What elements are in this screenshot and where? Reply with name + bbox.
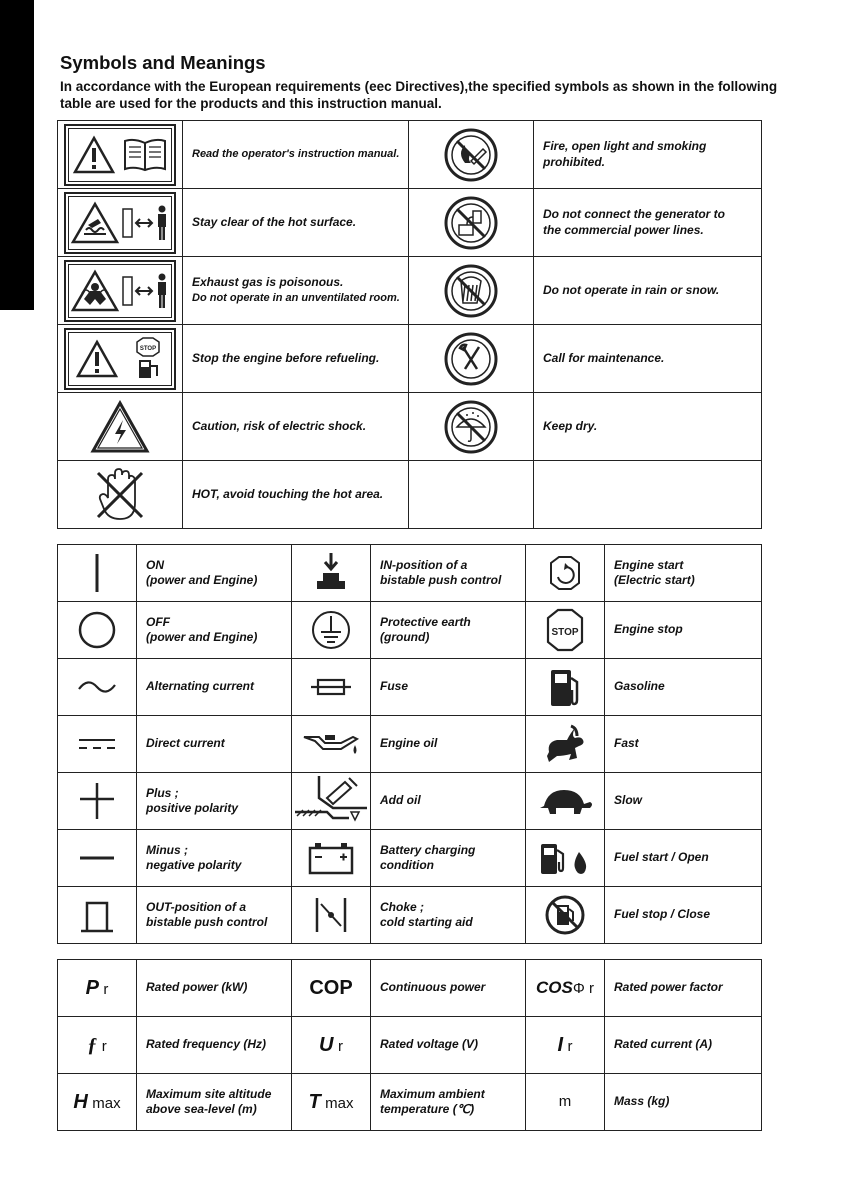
plus-icon: [77, 779, 117, 823]
engine-oil-icon: [301, 727, 361, 761]
rating-symbol: I r: [526, 1017, 605, 1074]
no-rain-icon: [443, 263, 499, 319]
table-row: [58, 887, 762, 944]
safety-label: Exhaust gas is poisonous. Do not operate in an unventilated room.: [183, 257, 409, 325]
rating-symbol: ƒ r: [58, 1017, 137, 1074]
rating-symbol: COP: [292, 960, 371, 1017]
hot-surface-warning-icon: [70, 201, 120, 245]
symbol-label: Engine stop: [605, 602, 762, 659]
table-row: [58, 1074, 762, 1131]
exhaust-gas-warning-icon: [70, 269, 120, 313]
rabbit-icon: [541, 722, 589, 766]
maintenance-icon: [443, 331, 499, 387]
symbol-label: Fuel stop / Close: [605, 887, 762, 944]
symbol-label: Alternating current: [137, 659, 292, 716]
table-row: [58, 393, 762, 461]
symbol-label: Add oil: [371, 773, 526, 830]
symbol-label: Engine start (Electric start): [605, 545, 762, 602]
table-row: [58, 830, 762, 887]
warning-triangle-icon: [75, 339, 119, 379]
table-row: [58, 773, 762, 830]
safety-symbols-table: [57, 120, 762, 529]
safety-label: Read the operator's instruction manual.: [183, 121, 409, 189]
rating-label: Maximum ambient temperature (℃): [371, 1074, 526, 1131]
rating-label: Rated power factor: [605, 960, 762, 1017]
fuel-close-icon: [543, 893, 587, 937]
rating-symbol: m: [526, 1074, 605, 1131]
operation-symbols-table: [57, 544, 762, 944]
symbol-label: Fuel start / Open: [605, 830, 762, 887]
rating-label: Maximum site altitude above sea-level (m): [137, 1074, 292, 1131]
intro-text: In accordance with the European requirements (eec Directives),the specified symbols as shown in the following table are used for the products and this instruction manual.: [60, 79, 778, 111]
rating-label: Mass (kg): [605, 1074, 762, 1131]
table-row: [58, 325, 762, 393]
fuse-icon: [308, 675, 354, 699]
table-row: [58, 960, 762, 1017]
empty-cell: [534, 461, 762, 529]
safety-label: Caution, risk of electric shock.: [183, 393, 409, 461]
safety-label: Do not connect the generator to the commercial power lines.: [534, 189, 762, 257]
table-row: [58, 602, 762, 659]
rating-label: Continuous power: [371, 960, 526, 1017]
table-row: [58, 659, 762, 716]
symbol-label: IN-position of a bistable push control: [371, 545, 526, 602]
engine-start-icon: [545, 551, 585, 595]
choke-icon: [311, 894, 351, 936]
battery-icon: [306, 840, 356, 876]
stop-label: STOP: [551, 627, 579, 638]
rating-symbol: T max: [292, 1074, 371, 1131]
fuel-open-icon: [537, 838, 593, 878]
no-fire-smoking-icon: [443, 127, 499, 183]
rating-symbol: P r: [58, 960, 137, 1017]
table-row: [58, 257, 762, 325]
safety-label: Stop the engine before refueling.: [183, 325, 409, 393]
rating-label: Rated frequency (Hz): [137, 1017, 292, 1074]
rating-label: Rated power (kW): [137, 960, 292, 1017]
table-row: [58, 716, 762, 773]
electric-shock-icon: [90, 400, 150, 454]
on-icon: [77, 551, 117, 595]
table-row: [58, 461, 762, 529]
table-row: [58, 1017, 762, 1074]
safety-label: HOT, avoid touching the hot area.: [183, 461, 409, 529]
in-position-icon: [309, 551, 353, 595]
safety-label: Keep dry.: [534, 393, 762, 461]
refuel-stop-warning-icon: [130, 336, 166, 382]
off-icon: [75, 608, 119, 652]
symbol-label: Choke ; cold starting aid: [371, 887, 526, 944]
keep-distance-icon: [121, 203, 171, 243]
symbol-label: ON (power and Engine): [137, 545, 292, 602]
rating-symbol: H max: [58, 1074, 137, 1131]
ac-icon: [75, 675, 119, 699]
safety-label: Call for maintenance.: [534, 325, 762, 393]
out-position-icon: [77, 895, 117, 935]
turtle-icon: [536, 784, 594, 818]
symbol-label: Gasoline: [605, 659, 762, 716]
rating-symbol: COSΦ r: [526, 960, 605, 1017]
symbol-label: Minus ; negative polarity: [137, 830, 292, 887]
dc-icon: [75, 732, 119, 756]
ground-icon: [309, 608, 353, 652]
symbol-label: OUT-position of a bistable push control: [137, 887, 292, 944]
section-tab: [0, 0, 34, 310]
symbol-label: Direct current: [137, 716, 292, 773]
safety-label: Fire, open light and smoking prohibited.: [534, 121, 762, 189]
no-grid-connection-icon: [443, 195, 499, 251]
no-touch-hot-icon: [90, 465, 150, 525]
rating-symbols-table: [57, 959, 762, 1131]
rating-label: Rated current (A): [605, 1017, 762, 1074]
symbol-label: Protective earth (ground): [371, 602, 526, 659]
keep-distance-icon: [121, 271, 171, 311]
minus-icon: [77, 846, 117, 870]
add-oil-icon: [293, 774, 369, 828]
rating-symbol: U r: [292, 1017, 371, 1074]
keep-dry-icon: [443, 399, 499, 455]
stop-label: STOP: [139, 345, 156, 352]
symbol-label: Fuse: [371, 659, 526, 716]
symbol-label: Slow: [605, 773, 762, 830]
safety-label: Stay clear of the hot surface.: [183, 189, 409, 257]
symbol-label: Engine oil: [371, 716, 526, 773]
engine-stop-icon: [543, 607, 587, 653]
gasoline-icon: [545, 664, 585, 710]
symbol-label: Fast: [605, 716, 762, 773]
safety-label: Do not operate in rain or snow.: [534, 257, 762, 325]
empty-cell: [409, 461, 534, 529]
table-row: [58, 545, 762, 602]
warning-triangle-icon: [72, 135, 116, 175]
symbol-label: OFF (power and Engine): [137, 602, 292, 659]
rating-label: Rated voltage (V): [371, 1017, 526, 1074]
symbol-label: Plus ; positive polarity: [137, 773, 292, 830]
symbol-label: Battery charging condition: [371, 830, 526, 887]
table-row: [58, 121, 762, 189]
table-row: [58, 189, 762, 257]
page-title: Symbols and Meanings: [60, 52, 266, 73]
read-manual-icon: [122, 137, 168, 173]
